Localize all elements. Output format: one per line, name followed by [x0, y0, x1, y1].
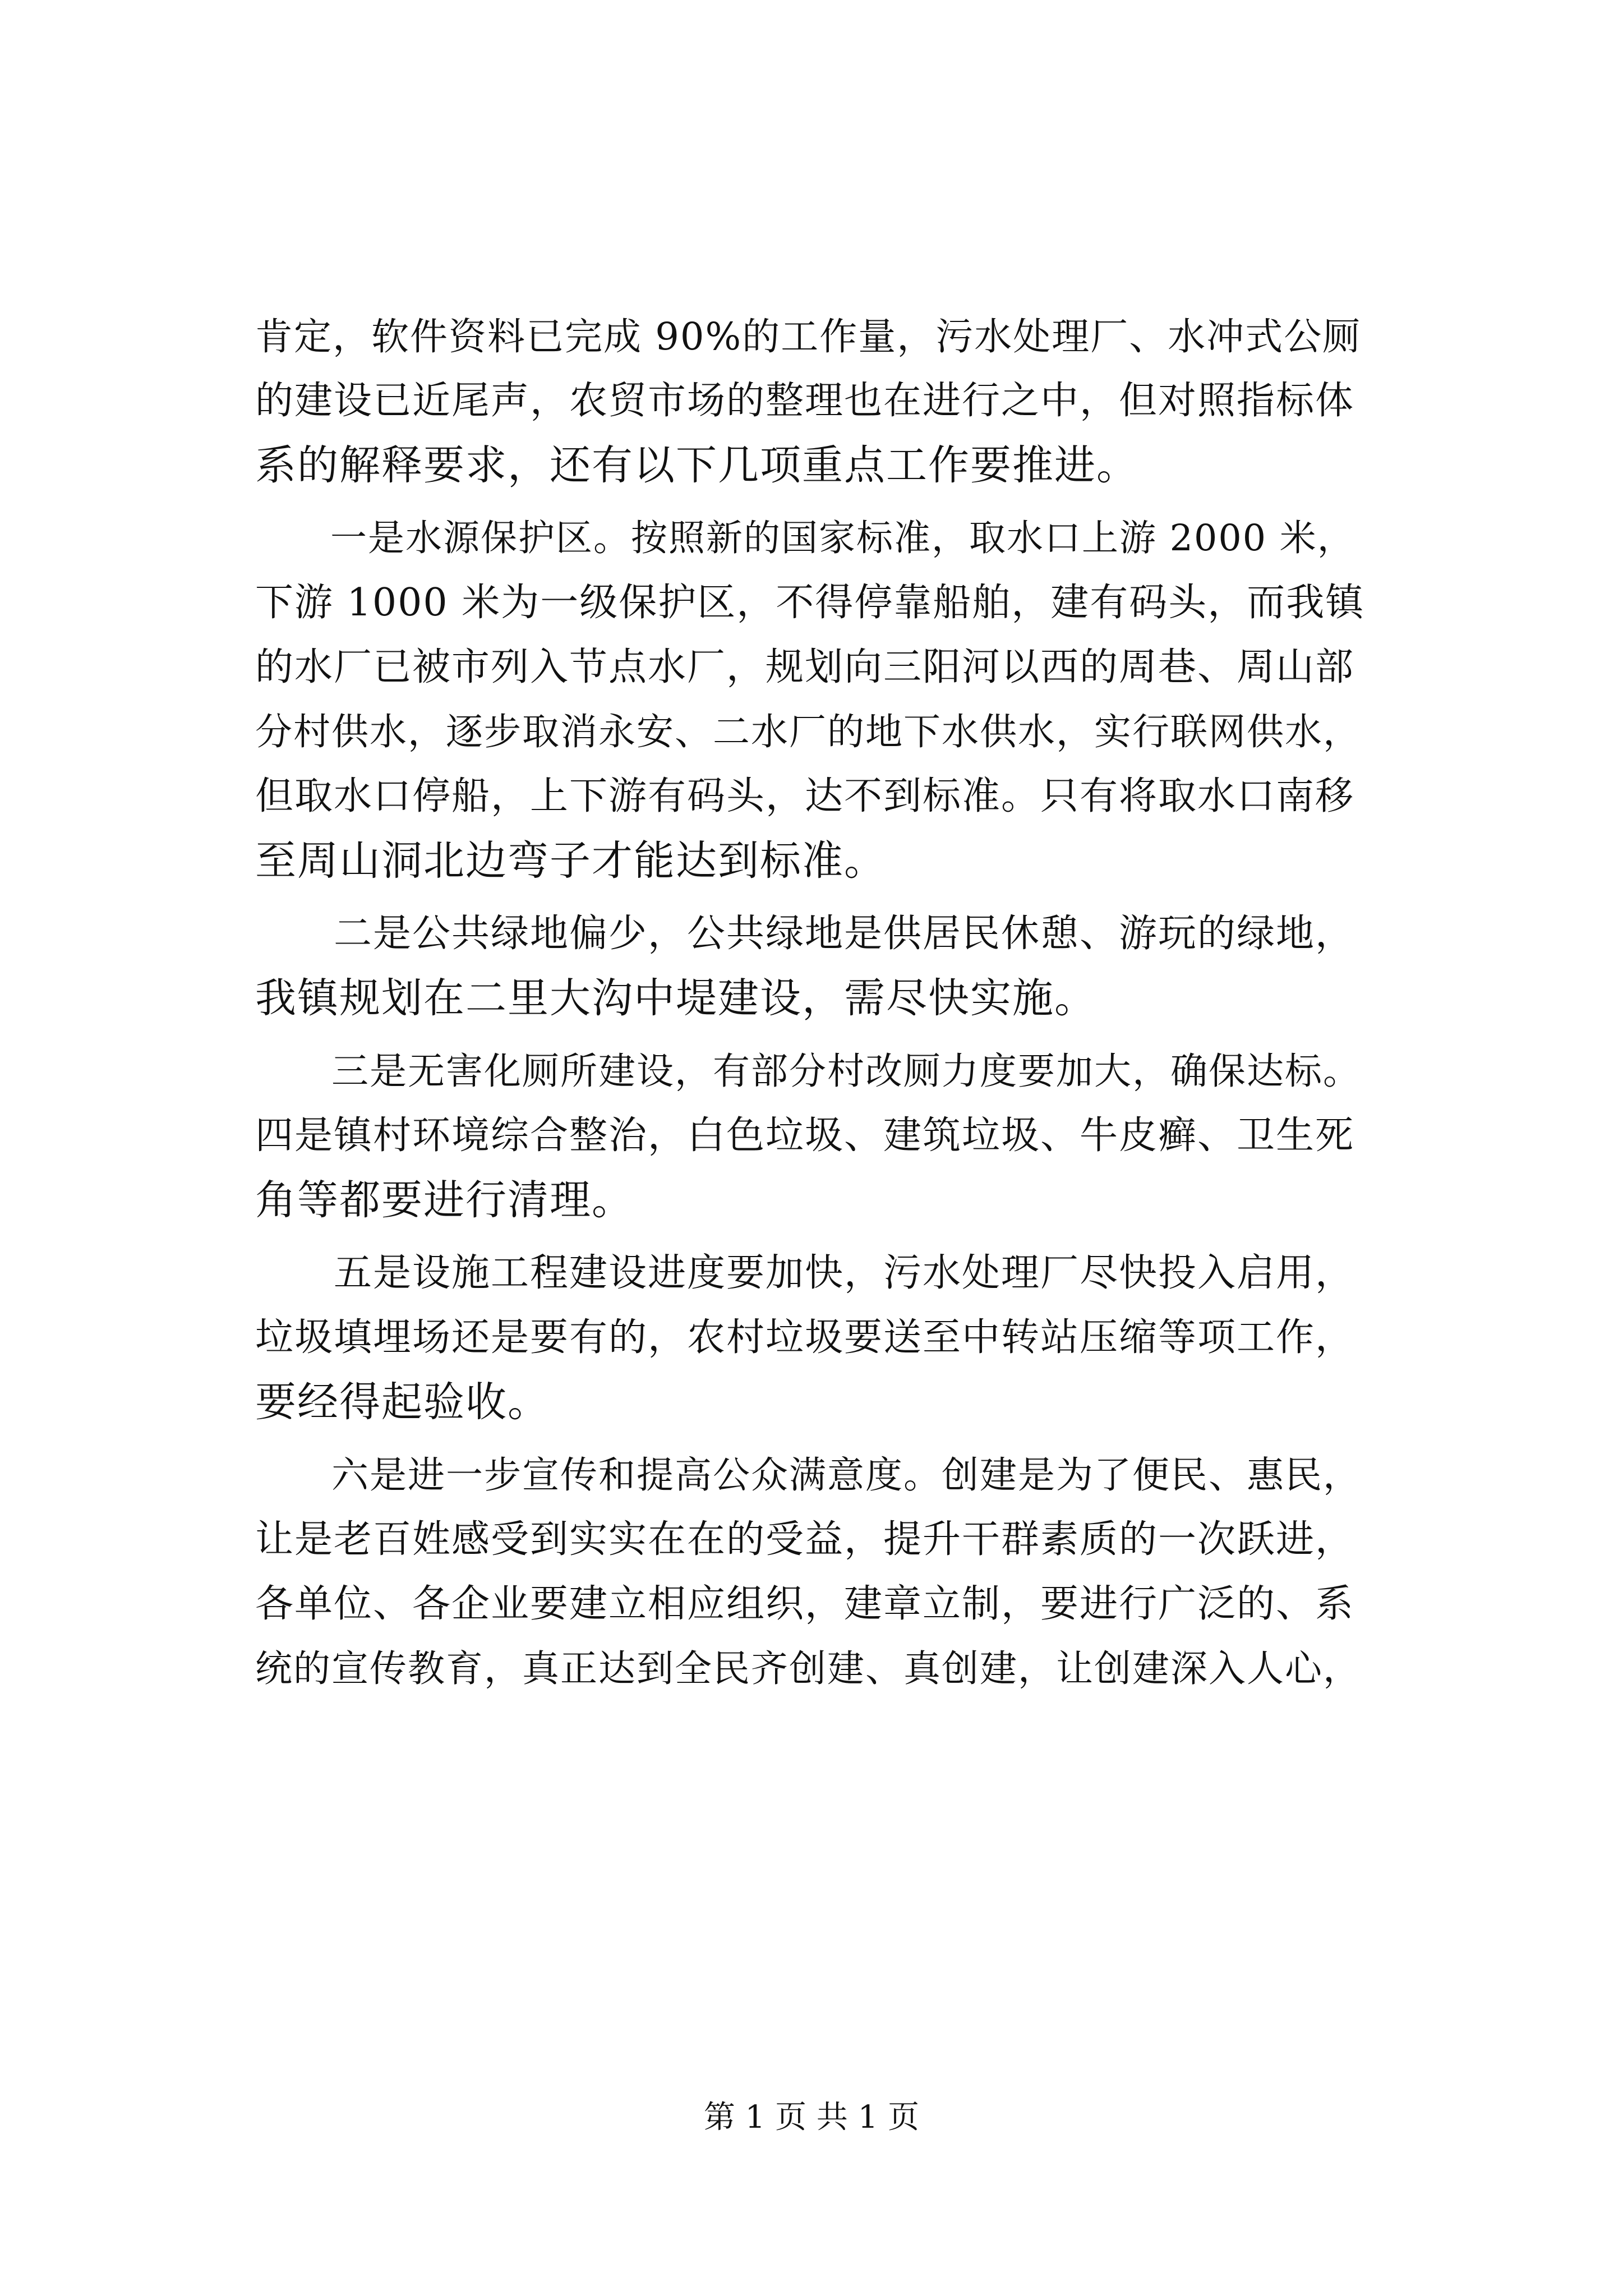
- text-line: 各单位、各企业要建立相应组织，建章立制，要进行广泛的、系: [255, 1582, 1355, 1626]
- text-line: 的建设已近尾声，农贸市场的整理也在进行之中，但对照指标体: [255, 379, 1355, 423]
- text-line: 但取水口停船，上下游有码头，达不到标准。只有将取水口南移: [255, 774, 1355, 818]
- text-line: 肯定，软件资料已完成 90%的工作量，污水处理厂、水冲式公厕: [255, 315, 1362, 358]
- text-line: 让是老百姓感受到实实在在的受益，提升干群素质的一次跃进，: [255, 1517, 1355, 1562]
- text-line: 系的解释要求，还有以下几项重点工作要推进。: [255, 441, 1138, 489]
- text-line: 四是镇村环境综合整治，白色垃圾、建筑垃圾、牛皮癣、卫生死: [255, 1114, 1355, 1158]
- text-line: 我镇规划在二里大沟中堤建设，需尽快实施。: [255, 974, 1096, 1022]
- text-line: 垃圾填埋场还是要有的，农村垃圾要送至中转站压缩等项工作，: [255, 1315, 1355, 1360]
- text-line: 角等都要进行清理。: [255, 1176, 634, 1224]
- text-line: 下游 1000 米为一级保护区，不得停靠船舶，建有码头，而我镇: [255, 581, 1365, 625]
- text-line: 五是设施工程建设进度要加快，污水处理厂尽快投入启用，: [255, 1251, 1355, 1295]
- text-line: 二是公共绿地偏少，公共绿地是供居民休憩、游玩的绿地，: [255, 912, 1355, 956]
- text-line: 至周山洞北边弯子才能达到标准。: [255, 837, 886, 885]
- text-line: 统的宣传教育，真正达到全民齐创建、真创建，让创建深入人心，: [255, 1647, 1361, 1690]
- text-line: 分村供水，逐步取消永安、二水厂的地下水供水，实行联网供水，: [255, 710, 1361, 753]
- text-line: 一是水源保护区。按照新的国家标准，取水口上游 2000 米，: [255, 517, 1355, 559]
- text-line: 三是无害化厕所建设，有部分村改厕力度要加大，确保达标。: [255, 1050, 1361, 1093]
- text-line: 要经得起验收。: [255, 1378, 550, 1426]
- text-line: 六是进一步宣传和提高公众满意度。创建是为了便民、惠民，: [255, 1453, 1361, 1497]
- text-line: 的水厂已被市列入节点水厂，规划向三阳河以西的周巷、周山部: [255, 645, 1355, 689]
- page-number-footer: 第 1 页 共 1 页: [703, 2099, 920, 2136]
